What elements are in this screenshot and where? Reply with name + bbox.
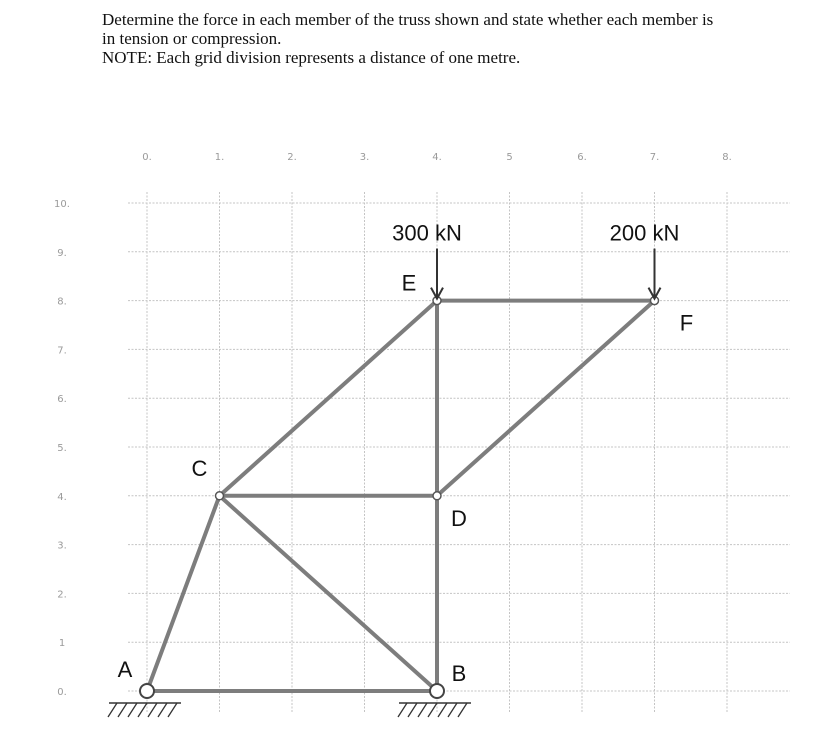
load-label: 200 kN xyxy=(609,220,680,246)
support-b xyxy=(398,703,471,717)
support-hatch xyxy=(128,703,137,717)
support-hatch xyxy=(158,703,167,717)
x-tick-label: 2. xyxy=(287,152,297,163)
x-tick-label: 6. xyxy=(577,152,587,163)
node-label-c: C xyxy=(191,455,208,481)
support-hatch xyxy=(168,703,177,717)
y-tick-label: 10. xyxy=(54,199,70,210)
problem-line-1: Determine the force in each member of the truss shown and state whether each member is xyxy=(102,10,714,29)
pin-joint-b xyxy=(430,684,444,698)
loads xyxy=(392,221,679,299)
y-tick-label: 5. xyxy=(57,443,67,454)
support-hatch xyxy=(458,703,467,717)
support-hatch xyxy=(448,703,457,717)
x-tick-label: 1. xyxy=(214,152,225,163)
load-f xyxy=(610,221,680,299)
x-tick-label: 5 xyxy=(506,152,513,163)
y-tick-label: 4. xyxy=(57,491,67,503)
y-tick-label: 0. xyxy=(57,687,67,698)
x-tick-label: 7. xyxy=(649,152,660,163)
node-label-e: E xyxy=(401,270,417,296)
support-hatch xyxy=(118,703,127,717)
problem-line-3: NOTE: Each grid division represents a distance of one metre. xyxy=(102,48,521,67)
support-hatch xyxy=(408,703,417,717)
y-tick-label: 3. xyxy=(57,540,67,552)
y-tick-label: 9. xyxy=(57,247,67,259)
grid xyxy=(128,192,790,712)
support-hatch xyxy=(398,703,407,717)
node-label-b: B xyxy=(451,661,467,686)
x-tick-label: 8. xyxy=(722,152,732,163)
support-hatch xyxy=(418,703,427,717)
support-hatch xyxy=(108,703,117,717)
x-tick-label: 3. xyxy=(359,152,370,163)
y-tick-label: 2. xyxy=(57,589,67,601)
node-labels xyxy=(118,271,694,686)
support-a xyxy=(108,703,181,717)
joint-c xyxy=(216,492,224,500)
load-label: 300 kN xyxy=(392,220,462,246)
support-hatch xyxy=(428,703,437,717)
support-hatch xyxy=(148,703,157,717)
joint-d xyxy=(433,492,441,500)
supports xyxy=(108,703,471,717)
pin-joint-a xyxy=(140,684,154,698)
node-label-f: F xyxy=(679,310,694,336)
support-hatch xyxy=(138,703,147,717)
x-tick-label: 4. xyxy=(432,152,442,163)
y-tick-label: 1 xyxy=(58,638,66,650)
node-label-d: D xyxy=(451,505,467,531)
problem-line-2: in tension or compression. xyxy=(102,29,282,48)
support-hatch xyxy=(438,703,447,717)
x-tick-label: 0. xyxy=(142,152,152,163)
y-tick-label: 6. xyxy=(57,394,67,406)
node-label-a: A xyxy=(117,657,133,682)
y-tick-label: 7. xyxy=(57,345,67,357)
y-tick-label: 8. xyxy=(57,296,67,308)
